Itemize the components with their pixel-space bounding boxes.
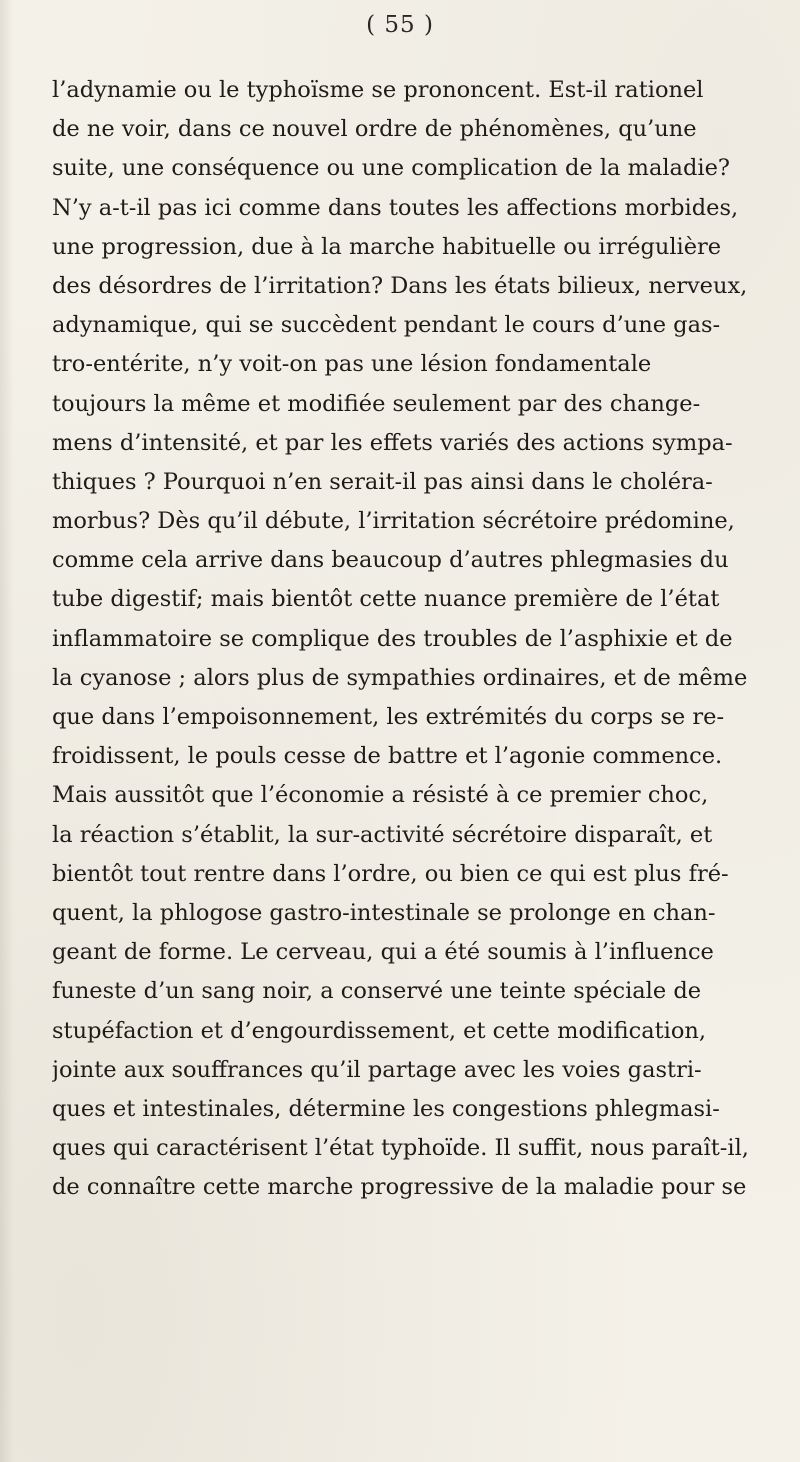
text-line: ques et intestinales, détermine les congestions phlegmasi- xyxy=(52,1095,720,1122)
text-line: Mais aussitôt que l’économie a résisté à ce premier choc, xyxy=(52,782,709,809)
text-line: une progression, due à la marche habituelle ou irrégulière xyxy=(52,233,722,260)
text-line: de ne voir, dans ce nouvel ordre de phénomènes, qu’une xyxy=(52,116,697,143)
page-number: ( 55 ) xyxy=(366,12,434,38)
page-gutter-shadow xyxy=(0,0,14,1462)
text-line: quent, la phlogose gastro-intestinale se prolonge en chan- xyxy=(52,899,716,926)
text-line: toujours la même et modifiée seulement par des change- xyxy=(52,390,701,417)
text-line: suite, une conséquence ou une complication de la maladie? xyxy=(52,155,730,182)
text-line: l’adynamie ou le typhoïsme se prononcent. Est-il rationel xyxy=(52,77,704,103)
text-line: comme cela arrive dans beaucoup d’autres phlegmasies du xyxy=(52,547,729,574)
text-line: mens d’intensité, et par les effets variés des actions sympa- xyxy=(52,429,733,456)
text-line: de connaître cette marche progressive de la maladie pour se xyxy=(52,1174,747,1201)
text-line: ques qui caractérisent l’état typhoïde. Il suffit, nous paraît-il, xyxy=(52,1135,749,1162)
text-line: que dans l’empoisonnement, les extrémités du corps se re- xyxy=(52,704,725,730)
text-line: des désordres de l’irritation? Dans les états bilieux, nerveux, xyxy=(52,272,748,299)
text-line: morbus? Dès qu’il débute, l’irritation sécrétoire prédomine, xyxy=(52,508,735,535)
text-line: tube digestif; mais bientôt cette nuance première de l’état xyxy=(52,586,720,613)
text-line: jointe aux souffrances qu’il partage avec les voies gastri- xyxy=(52,1056,702,1083)
text-line: thiques ? Pourquoi n’en serait-il pas ainsi dans le choléra- xyxy=(52,468,713,495)
text-line: stupéfaction et d’engourdissement, et cette modification, xyxy=(52,1017,707,1044)
text-line: N’y a-t-il pas ici comme dans toutes les affections morbides, xyxy=(52,194,739,221)
text-line: la cyanose ; alors plus de sympathies ordinaires, et de même xyxy=(52,664,748,691)
text-line: geant de forme. Le cerveau, qui a été soumis à l’influence xyxy=(52,939,714,966)
text-line: bientôt tout rentre dans l’ordre, ou bien ce qui est plus fré- xyxy=(52,860,729,887)
text-line: froidissent, le pouls cesse de battre et l’agonie commence. xyxy=(52,743,723,770)
text-line: adynamique, qui se succèdent pendant le cours d’une gas- xyxy=(52,312,721,339)
body-text xyxy=(52,71,797,1207)
text-line: la réaction s’établit, la sur-activité sécrétoire disparaît, et xyxy=(52,821,713,848)
text-line: funeste d’un sang noir, a conservé une teinte spéciale de xyxy=(52,978,702,1005)
text-line: tro-entérite, n’y voit-on pas une lésion fondamentale xyxy=(52,351,652,378)
text-line: inflammatoire se complique des troubles de l’asphixie et de xyxy=(52,625,733,652)
